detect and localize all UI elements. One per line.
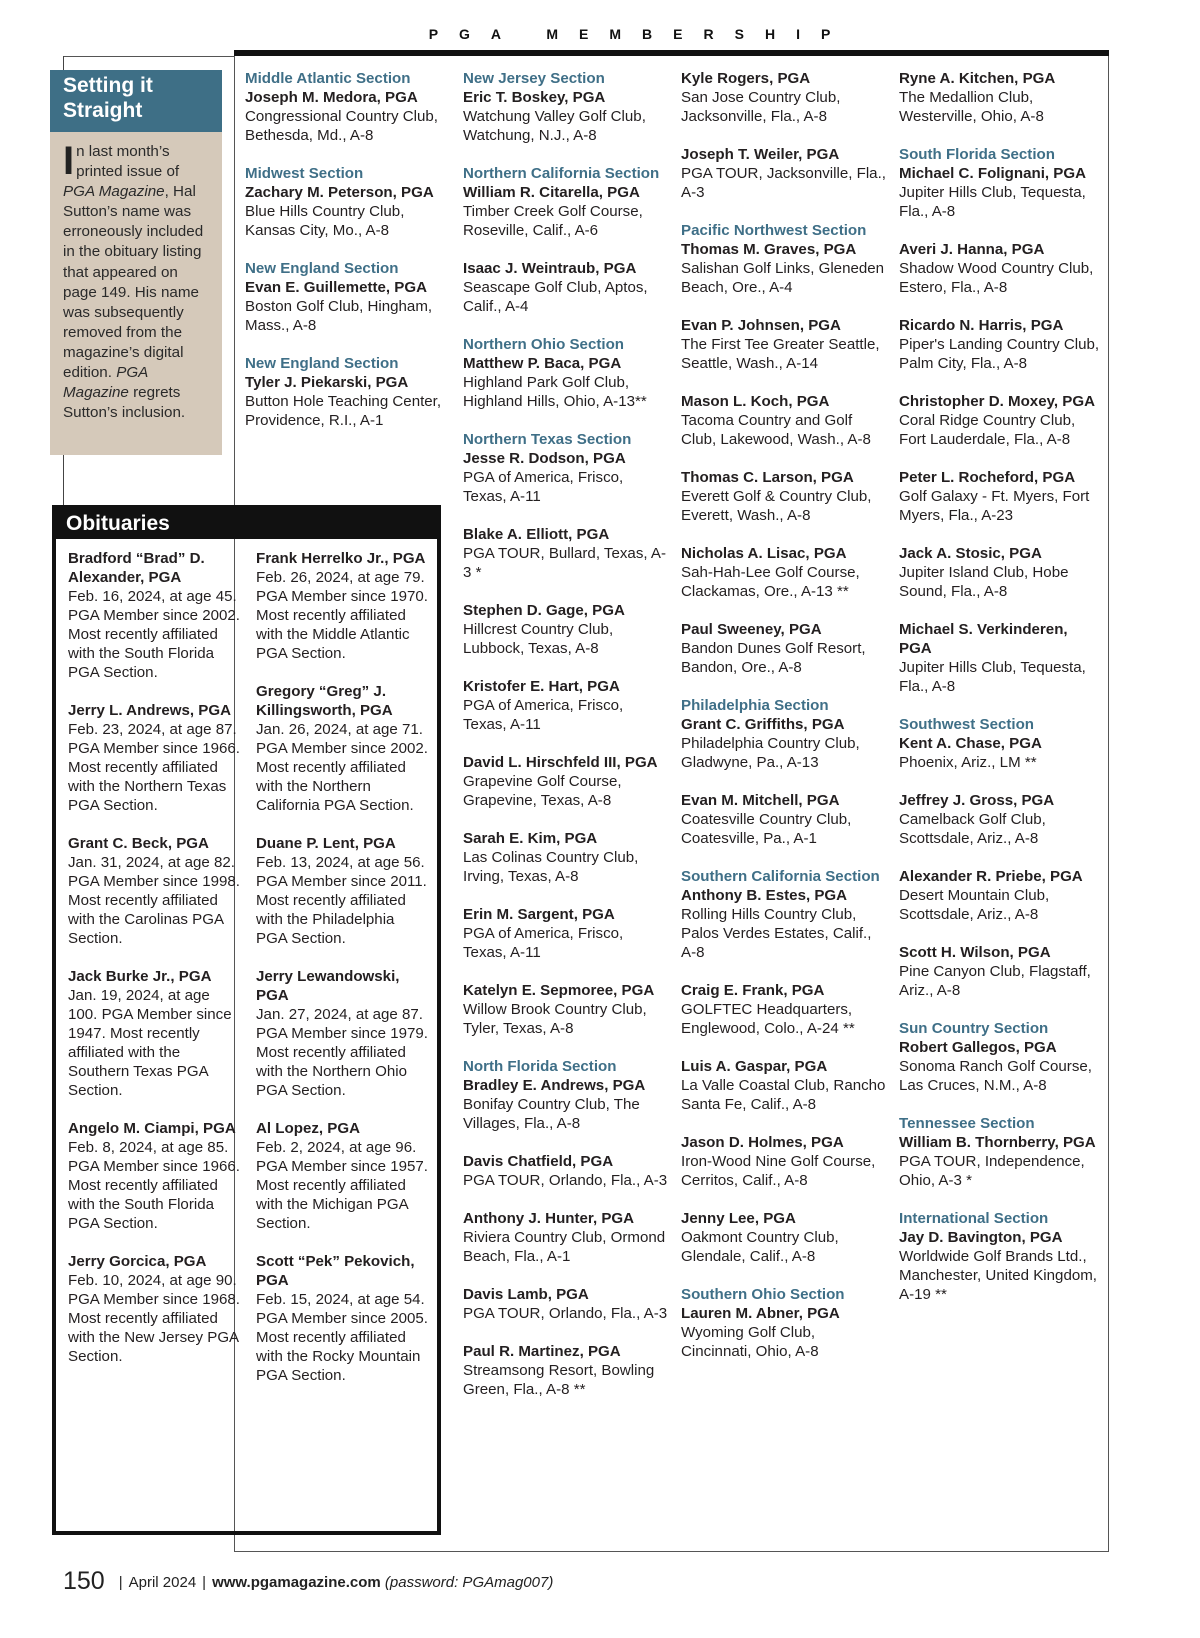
obituary-entry — [68, 1119, 241, 1233]
member-entry — [681, 1133, 886, 1190]
member-column-4 — [899, 69, 1104, 1323]
member-detail: Coatesville Country Club, Coatesville, Pa., A-1 — [681, 811, 852, 847]
frame-top-left-rule — [63, 56, 235, 57]
obituary-entry — [256, 1252, 429, 1385]
member-detail: Shadow Wood Country Club, Estero, Fla., A-8 — [899, 260, 1094, 296]
obituary-name: Bradford “Brad” D. Alexander, PGA — [68, 550, 205, 586]
obituary-entry — [256, 834, 429, 948]
member-entry — [681, 1209, 886, 1266]
running-head: PGA MEMBERSHIP — [428, 26, 852, 42]
member-name: Jenny Lee, PGA — [681, 1210, 796, 1227]
section-heading: New Jersey Section — [463, 70, 605, 87]
member-detail: Sah-Hah-Lee Golf Course, Clackamas, Ore., A-13 ** — [681, 564, 860, 600]
member-entry — [681, 1057, 886, 1114]
obituaries-box — [52, 505, 441, 1535]
member-detail: PGA TOUR, Jacksonville, Fla., A-3 — [681, 165, 886, 201]
member-name: Nicholas A. Lisac, PGA — [681, 545, 847, 562]
member-entry — [463, 259, 668, 316]
member-entry — [681, 696, 886, 772]
member-name: Christopher D. Moxey, PGA — [899, 393, 1095, 410]
correction-text-2: , Hal Sutton’s name was erroneously included in the obituary listing that appeared on page 149. His name was subsequently removed from the magazine’s digital edition. — [63, 183, 204, 382]
section-heading: Midwest Section — [245, 165, 364, 182]
obituary-text: Jan. 26, 2024, at age 71. PGA Member since 2002. Most recently affiliated with the Northern California PGA Section. — [256, 721, 428, 814]
member-name: Evan P. Johnsen, PGA — [681, 317, 841, 334]
member-detail: Pine Canyon Club, Flagstaff, Ariz., A-8 — [899, 963, 1091, 999]
obituary-text: Feb. 8, 2024, at age 85. PGA Member since 1966. Most recently affiliated with the South Florida PGA Section. — [68, 1139, 240, 1232]
member-name: William B. Thornberry, PGA — [899, 1134, 1096, 1151]
member-entry — [899, 392, 1104, 449]
obituary-name: Frank Herrelko Jr., PGA — [256, 550, 426, 567]
member-name: Sarah E. Kim, PGA — [463, 830, 598, 847]
member-entry — [681, 145, 886, 202]
obituary-text: Feb. 16, 2024, at age 45. PGA Member since 2002. Most recently affiliated with the South Florida PGA Section. — [68, 588, 240, 681]
obituary-name: Angelo M. Ciampi, PGA — [68, 1120, 236, 1137]
member-detail: Congressional Country Club, Bethesda, Md., A-8 — [245, 108, 438, 144]
member-entry — [463, 1342, 668, 1399]
member-detail: Coral Ridge Country Club, Fort Lauderdale, Fla., A-8 — [899, 412, 1076, 448]
member-column-2 — [463, 69, 668, 1418]
member-detail: PGA TOUR, Independence, Ohio, A-3 * — [899, 1153, 1085, 1189]
member-entry — [463, 430, 668, 506]
issue-date: April 2024 — [128, 1574, 197, 1591]
member-detail: The Medallion Club, Westerville, Ohio, A-8 — [899, 89, 1044, 125]
member-entry — [899, 468, 1104, 525]
member-entry — [463, 1285, 668, 1323]
password-note: (password: PGAmag007) — [384, 1574, 554, 1591]
member-detail: Iron-Wood Nine Golf Course, Cerritos, Calif., A-8 — [681, 1153, 876, 1189]
obituary-name: Jerry Gorcica, PGA — [68, 1253, 207, 1270]
member-detail: Bandon Dunes Golf Resort, Bandon, Ore., A-8 — [681, 640, 866, 676]
member-entry — [245, 259, 450, 335]
member-name: Jeffrey J. Gross, PGA — [899, 792, 1055, 809]
section-heading: Sun Country Section — [899, 1020, 1049, 1037]
member-name: Anthony B. Estes, PGA — [681, 887, 848, 904]
member-detail: Grapevine Golf Course, Grapevine, Texas, A-8 — [463, 773, 622, 809]
member-name: Isaac J. Weintraub, PGA — [463, 260, 637, 277]
member-entry — [681, 316, 886, 373]
frame-right-rule — [1108, 56, 1109, 1551]
page-number: 150 — [63, 1567, 105, 1595]
section-heading: Northern Texas Section — [463, 431, 632, 448]
member-name: Robert Gallegos, PGA — [899, 1039, 1057, 1056]
member-detail: PGA TOUR, Orlando, Fla., A-3 — [463, 1305, 668, 1322]
member-entry — [899, 715, 1104, 772]
member-column-1 — [245, 69, 450, 449]
member-name: Jack A. Stosic, PGA — [899, 545, 1042, 562]
correction-italic-2: PGA Magazine — [63, 364, 148, 402]
member-name: Davis Lamb, PGA — [463, 1286, 589, 1303]
member-detail: GOLFTEC Headquarters, Englewood, Colo., A-24 ** — [681, 1001, 855, 1037]
member-entry — [899, 943, 1104, 1000]
member-detail: Sonoma Ranch Golf Course, Las Cruces, N.M., A-8 — [899, 1058, 1092, 1094]
setting-it-straight-body — [50, 132, 222, 455]
obituary-name: Jack Burke Jr., PGA — [68, 968, 212, 985]
section-heading: South Florida Section — [899, 146, 1055, 163]
obituary-name: Al Lopez, PGA — [256, 1120, 360, 1137]
member-detail: Button Hole Teaching Center, Providence, R.I., A-1 — [245, 393, 442, 429]
member-detail: PGA of America, Frisco, Texas, A-11 — [463, 469, 624, 505]
section-heading: Northern California Section — [463, 165, 660, 182]
obituary-entry — [68, 1252, 241, 1366]
section-heading: Southern Ohio Section — [681, 1286, 845, 1303]
member-entry — [245, 164, 450, 240]
member-entry — [681, 544, 886, 601]
member-entry — [681, 620, 886, 677]
member-entry — [899, 1114, 1104, 1190]
member-name: Stephen D. Gage, PGA — [463, 602, 625, 619]
member-detail: Wyoming Golf Club, Cincinnati, Ohio, A-8 — [681, 1324, 819, 1360]
member-name: Kent A. Chase, PGA — [899, 735, 1042, 752]
obituary-name: Scott “Pek” Pekovich, PGA — [256, 1253, 415, 1289]
member-name: Jesse R. Dodson, PGA — [463, 450, 626, 467]
setting-it-straight-box — [50, 70, 222, 455]
correction-text-1: n last month’s printed issue of — [76, 143, 180, 181]
member-entry — [899, 544, 1104, 601]
obituary-name: Jerry L. Andrews, PGA — [68, 702, 232, 719]
obituary-entry — [68, 834, 241, 948]
section-heading: Northern Ohio Section — [463, 336, 625, 353]
obituary-entry — [256, 682, 429, 815]
member-name: Luis A. Gaspar, PGA — [681, 1058, 828, 1075]
member-name: Mason L. Koch, PGA — [681, 393, 830, 410]
member-detail: Riviera Country Club, Ormond Beach, Fla., A-1 — [463, 1229, 666, 1265]
member-detail: Jupiter Hills Club, Tequesta, Fla., A-8 — [899, 184, 1086, 220]
obituary-text: Feb. 13, 2024, at age 56. PGA Member since 2011. Most recently affiliated with the Philadelphia PGA Section. — [256, 854, 427, 947]
section-heading: Southwest Section — [899, 716, 1035, 733]
member-name: Evan M. Mitchell, PGA — [681, 792, 840, 809]
page-footer: 150 | April 2024 | www.pgamagazine.com (password: PGAmag007) — [63, 1567, 554, 1595]
member-detail: Blue Hills Country Club, Kansas City, Mo., A-8 — [245, 203, 405, 239]
setting-it-straight-title: Setting it Straight — [50, 70, 222, 132]
member-detail: Salishan Golf Links, Gleneden Beach, Ore., A-4 — [681, 260, 885, 296]
member-name: Eric T. Boskey, PGA — [463, 89, 606, 106]
member-name: Peter L. Rocheford, PGA — [899, 469, 1076, 486]
member-name: Scott H. Wilson, PGA — [899, 944, 1051, 961]
member-name: Matthew P. Baca, PGA — [463, 355, 622, 372]
dropcap: I — [63, 139, 75, 183]
member-detail: Las Colinas Country Club, Irving, Texas, A-8 — [463, 849, 639, 885]
member-detail: The First Tee Greater Seattle, Seattle, Wash., A-14 — [681, 336, 880, 372]
member-name: Paul R. Martinez, PGA — [463, 1343, 621, 1360]
member-name: Zachary M. Peterson, PGA — [245, 184, 434, 201]
section-heading: Middle Atlantic Section — [245, 70, 411, 87]
member-entry — [681, 791, 886, 848]
section-heading: Tennessee Section — [899, 1115, 1035, 1132]
member-detail: Golf Galaxy - Ft. Myers, Fort Myers, Fla., A-23 — [899, 488, 1090, 524]
member-name: Michael S. Verkinderen, PGA — [899, 621, 1068, 657]
obituary-entry — [68, 701, 241, 815]
obituary-name: Duane P. Lent, PGA — [256, 835, 396, 852]
member-entry — [899, 867, 1104, 924]
section-heading: New England Section — [245, 260, 399, 277]
member-entry — [463, 601, 668, 658]
member-detail: Phoenix, Ariz., LM ** — [899, 754, 1037, 771]
member-name: Kyle Rogers, PGA — [681, 70, 811, 87]
member-name: Jason D. Holmes, PGA — [681, 1134, 844, 1151]
member-entry — [899, 791, 1104, 848]
member-name: Joseph T. Weiler, PGA — [681, 146, 840, 163]
member-name: Craig E. Frank, PGA — [681, 982, 825, 999]
member-name: Anthony J. Hunter, PGA — [463, 1210, 635, 1227]
section-heading: Philadelphia Section — [681, 697, 829, 714]
member-detail: Rolling Hills Country Club, Palos Verdes Estates, Calif., A-8 — [681, 906, 872, 961]
obituary-text: Feb. 2, 2024, at age 96. PGA Member since 1957. Most recently affiliated with the Michigan PGA Section. — [256, 1139, 428, 1232]
member-entry — [899, 1019, 1104, 1095]
member-name: Davis Chatfield, PGA — [463, 1153, 614, 1170]
top-rule — [234, 50, 1109, 56]
obituary-entry — [68, 549, 241, 682]
member-entry — [899, 1209, 1104, 1304]
member-name: Michael C. Folignani, PGA — [899, 165, 1087, 182]
member-detail: Highland Park Golf Club, Highland Hills, Ohio, A-13** — [463, 374, 647, 410]
member-entry — [899, 240, 1104, 297]
member-name: Blake A. Elliott, PGA — [463, 526, 610, 543]
member-entry — [463, 69, 668, 145]
member-name: Paul Sweeney, PGA — [681, 621, 822, 638]
member-name: Erin M. Sargent, PGA — [463, 906, 615, 923]
member-entry — [899, 620, 1104, 696]
member-entry — [463, 525, 668, 582]
member-detail: Jupiter Island Club, Hobe Sound, Fla., A-8 — [899, 564, 1069, 600]
member-entry — [463, 677, 668, 734]
correction-text-3: regrets Sutton’s inclusion. — [63, 384, 186, 422]
member-entry — [681, 1285, 886, 1361]
member-entry — [681, 867, 886, 962]
member-detail: PGA TOUR, Bullard, Texas, A-3 * — [463, 545, 667, 581]
member-name: Jay D. Bavington, PGA — [899, 1229, 1063, 1246]
member-entry — [681, 392, 886, 449]
obituary-entry — [256, 1119, 429, 1233]
member-entry — [899, 69, 1104, 126]
member-detail: Hillcrest Country Club, Lubbock, Texas, A-8 — [463, 621, 614, 657]
member-entry — [463, 1209, 668, 1266]
member-entry — [463, 905, 668, 962]
correction-italic-1: PGA Magazine — [63, 183, 165, 201]
member-entry — [681, 221, 886, 297]
member-entry — [463, 164, 668, 240]
obituary-entry — [256, 549, 429, 663]
member-entry — [681, 981, 886, 1038]
member-entry — [463, 753, 668, 810]
member-entry — [463, 1152, 668, 1190]
member-entry — [681, 69, 886, 126]
member-entry — [463, 335, 668, 411]
section-heading: Pacific Northwest Section — [681, 222, 867, 239]
member-detail: Camelback Golf Club, Scottsdale, Ariz., A-8 — [899, 811, 1046, 847]
member-detail: Everett Golf & Country Club, Everett, Wash., A-8 — [681, 488, 872, 524]
obituary-text: Feb. 26, 2024, at age 79. PGA Member since 1970. Most recently affiliated with the Middle Atlantic PGA Section. — [256, 569, 428, 662]
member-detail: San Jose Country Club, Jacksonville, Fla., A-8 — [681, 89, 841, 125]
obituaries-column — [68, 549, 241, 1404]
obituary-text: Feb. 10, 2024, at age 90. PGA Member since 1968. Most recently affiliated with the New Jersey PGA Section. — [68, 1272, 240, 1365]
member-name: Lauren M. Abner, PGA — [681, 1305, 840, 1322]
member-entry — [463, 981, 668, 1038]
member-name: Evan E. Guillemette, PGA — [245, 279, 428, 296]
obituary-name: Grant C. Beck, PGA — [68, 835, 209, 852]
magazine-url[interactable]: www.pgamagazine.com — [212, 1574, 381, 1591]
obituary-name: Jerry Lewandowski, PGA — [256, 968, 400, 1004]
obituary-text: Jan. 19, 2024, at age 100. PGA Member since 1947. Most recently affiliated with the Southern Texas PGA Section. — [68, 987, 232, 1099]
obituaries-title: Obituaries — [56, 509, 437, 539]
obituary-entry — [68, 967, 241, 1100]
member-column-3 — [681, 69, 886, 1380]
member-name: Joseph M. Medora, PGA — [245, 89, 418, 106]
member-name: Katelyn E. Sepmoree, PGA — [463, 982, 655, 999]
obituary-name: Gregory “Greg” J. Killingsworth, PGA — [256, 683, 393, 719]
member-entry — [463, 829, 668, 886]
member-entry — [245, 354, 450, 430]
member-detail: Worldwide Golf Brands Ltd., Manchester, United Kingdom, A-19 ** — [899, 1248, 1098, 1303]
member-name: Ricardo N. Harris, PGA — [899, 317, 1064, 334]
member-name: Thomas C. Larson, PGA — [681, 469, 854, 486]
member-entry — [899, 316, 1104, 373]
member-detail: Piper's Landing Country Club, Palm City, Fla., A-8 — [899, 336, 1100, 372]
member-detail: Jupiter Hills Club, Tequesta, Fla., A-8 — [899, 659, 1086, 695]
obituary-text: Feb. 15, 2024, at age 54. PGA Member since 2005. Most recently affiliated with the Rocky Mountain PGA Section. — [256, 1291, 428, 1384]
section-heading: New England Section — [245, 355, 399, 372]
member-name: Grant C. Griffiths, PGA — [681, 716, 845, 733]
member-detail: PGA of America, Frisco, Texas, A-11 — [463, 925, 624, 961]
member-entry — [245, 69, 450, 145]
member-detail: Tacoma Country and Golf Club, Lakewood, Wash., A-8 — [681, 412, 871, 448]
obituary-entry — [256, 967, 429, 1100]
obituary-text: Feb. 23, 2024, at age 87. PGA Member since 1966. Most recently affiliated with the Northern Texas PGA Section. — [68, 721, 240, 814]
member-detail: Timber Creek Golf Course, Roseville, Calif., A-6 — [463, 203, 643, 239]
member-name: Kristofer E. Hart, PGA — [463, 678, 620, 695]
member-detail: Boston Golf Club, Hingham, Mass., A-8 — [245, 298, 433, 334]
member-detail: Bonifay Country Club, The Villages, Fla., A-8 — [463, 1096, 640, 1132]
obituary-text: Jan. 27, 2024, at age 87. PGA Member since 1979. Most recently affiliated with the Northern Ohio PGA Section. — [256, 1006, 428, 1099]
member-detail: Oakmont Country Club, Glendale, Calif., A-8 — [681, 1229, 839, 1265]
member-detail: Philadelphia Country Club, Gladwyne, Pa., A-13 — [681, 735, 860, 771]
member-name: Bradley E. Andrews, PGA — [463, 1077, 646, 1094]
member-entry — [899, 145, 1104, 221]
member-detail: PGA of America, Frisco, Texas, A-11 — [463, 697, 624, 733]
member-name: David L. Hirschfeld III, PGA — [463, 754, 658, 771]
member-entry — [681, 468, 886, 525]
member-name: Thomas M. Graves, PGA — [681, 241, 857, 258]
member-detail: PGA TOUR, Orlando, Fla., A-3 — [463, 1172, 668, 1189]
member-detail: La Valle Coastal Club, Rancho Santa Fe, Calif., A-8 — [681, 1077, 886, 1113]
member-detail: Desert Mountain Club, Scottsdale, Ariz., A-8 — [899, 887, 1050, 923]
member-detail: Seascape Golf Club, Aptos, Calif., A-4 — [463, 279, 648, 315]
member-name: Ryne A. Kitchen, PGA — [899, 70, 1056, 87]
member-detail: Willow Brook Country Club, Tyler, Texas, A-8 — [463, 1001, 647, 1037]
section-heading: North Florida Section — [463, 1058, 617, 1075]
section-heading: Southern California Section — [681, 868, 880, 885]
member-name: Tyler J. Piekarski, PGA — [245, 374, 409, 391]
obituaries-column — [256, 549, 429, 1404]
member-detail: Watchung Valley Golf Club, Watchung, N.J., A-8 — [463, 108, 646, 144]
member-name: William R. Citarella, PGA — [463, 184, 640, 201]
frame-bottom-rule — [234, 1551, 1109, 1552]
obituary-text: Jan. 31, 2024, at age 82. PGA Member since 1998. Most recently affiliated with the Carolinas PGA Section. — [68, 854, 240, 947]
obituaries-columns — [68, 549, 429, 1404]
section-heading: International Section — [899, 1210, 1049, 1227]
member-entry — [463, 1057, 668, 1133]
member-name: Alexander R. Priebe, PGA — [899, 868, 1083, 885]
member-detail: Streamsong Resort, Bowling Green, Fla., A-8 ** — [463, 1362, 655, 1398]
member-name: Averi J. Hanna, PGA — [899, 241, 1045, 258]
